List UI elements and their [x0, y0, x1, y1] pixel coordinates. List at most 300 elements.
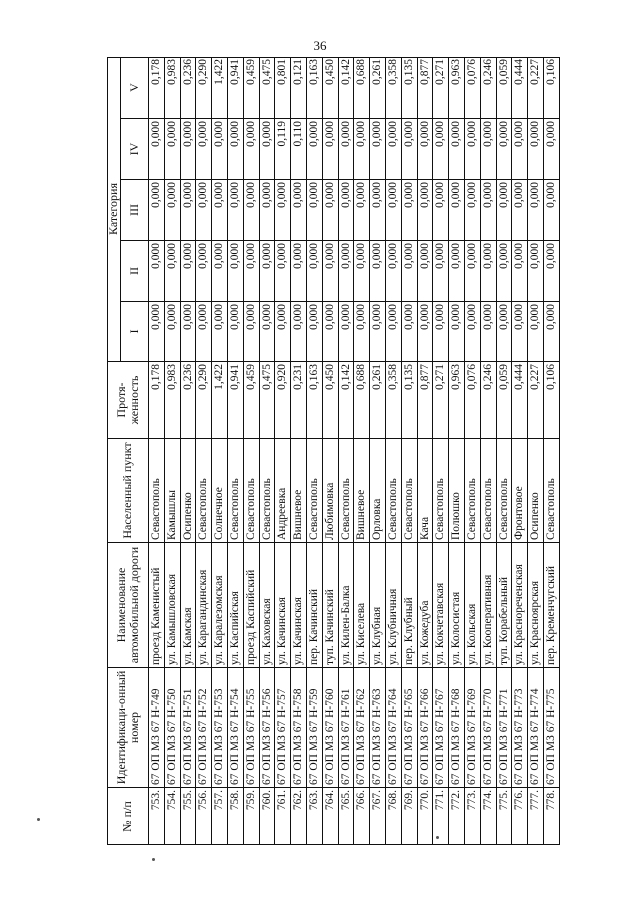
cell-cat-4: 0,000 [149, 118, 164, 179]
cell-locality: Севастополь [465, 438, 480, 542]
cell-id: 67 ОП МЗ 67 Н-773 [512, 667, 527, 787]
cell-road-name: ул. Красноярская [528, 542, 543, 667]
cell-num: 768. [386, 787, 401, 845]
header-locality: Населенный пункт [107, 438, 149, 542]
cell-id: 67 ОП МЗ 67 Н-750 [165, 667, 180, 787]
cell-length: 0,163 [307, 361, 322, 438]
cell-cat-4: 0,000 [465, 118, 480, 179]
cell-locality: Севастополь [149, 438, 164, 542]
cell-cat-2: 0,000 [433, 240, 448, 301]
cell-cat-4: 0,000 [418, 118, 433, 179]
cell-cat-1: 0,000 [307, 301, 322, 361]
cell-id: 67 ОП МЗ 67 Н-755 [244, 667, 259, 787]
cell-cat-5: 0,121 [292, 59, 305, 85]
table-row [165, 57, 181, 845]
cell-cat-5: 0,444 [513, 59, 526, 85]
cell-length: 0,963 [449, 361, 464, 438]
cell-cat-2: 0,000 [165, 240, 180, 301]
cell-id: 67 ОП МЗ 67 Н-761 [339, 667, 354, 787]
cell-cat-1: 0,000 [196, 301, 211, 361]
scan-speck [37, 818, 40, 821]
cell-road-name: ул. Каховская [260, 542, 275, 667]
cell-cat-5: 0,877 [418, 59, 431, 85]
cell-num: 758. [228, 787, 243, 845]
cell-locality: Солнечное [212, 438, 227, 542]
cell-cat-3: 0,000 [418, 179, 433, 240]
cell-cat-1: 0,000 [481, 301, 496, 361]
cell-num: 770. [418, 787, 433, 845]
cell-road-name: ул. Каралезомская [212, 542, 227, 667]
table-row [149, 57, 165, 845]
cell-cat-5: 0,246 [481, 59, 494, 85]
cell-locality: Осипенко [181, 438, 196, 542]
table-row [418, 57, 434, 845]
cell-length: 0,271 [433, 361, 448, 438]
header-id: Идентификаци-онный номер [107, 667, 149, 787]
cell-cat-2: 0,000 [354, 240, 369, 301]
cell-num: 769. [402, 787, 417, 845]
cell-id: 67 ОП МЗ 67 Н-763 [370, 667, 385, 787]
cell-num: 764. [323, 787, 338, 845]
cell-cat-5: 0,059 [497, 59, 510, 85]
cell-road-name: ул. Карагандинская [196, 542, 211, 667]
cell-locality: Севастополь [307, 438, 322, 542]
cell-cat-3: 0,000 [244, 179, 259, 240]
cell-cat-1: 0,000 [165, 301, 180, 361]
cell-cat-2: 0,000 [481, 240, 496, 301]
cell-length: 0,178 [149, 361, 164, 438]
cell-num: 757. [212, 787, 227, 845]
scan-speck [436, 836, 439, 839]
cell-locality: Орловка [370, 438, 385, 542]
cell-id: 67 ОП МЗ 67 Н-769 [465, 667, 480, 787]
cell-cat-1: 0,000 [370, 301, 385, 361]
cell-length: 0,475 [260, 361, 275, 438]
cell-cat-1: 0,000 [386, 301, 401, 361]
cell-cat-1: 0,000 [339, 301, 354, 361]
cell-cat-2: 0,000 [196, 240, 211, 301]
table-row [323, 57, 339, 845]
table-row [307, 57, 323, 845]
header-cat-3: III [121, 179, 149, 240]
cell-cat-5: 0,459 [244, 59, 257, 85]
table-row [339, 57, 355, 845]
cell-cat-3: 0,000 [465, 179, 480, 240]
cell-num: 756. [196, 787, 211, 845]
cell-cat-5: 0,688 [355, 59, 368, 85]
cell-cat-3: 0,000 [228, 179, 243, 240]
cell-id: 67 ОП МЗ 67 Н-765 [402, 667, 417, 787]
cell-cat-1: 0,000 [465, 301, 480, 361]
cell-road-name: ул. Килен-Балка [339, 542, 354, 667]
cell-length: 0,450 [323, 361, 338, 438]
header-category: Категория [107, 57, 121, 361]
cell-num: 774. [481, 787, 496, 845]
cell-locality: Севастополь [260, 438, 275, 542]
cell-cat-3: 0,000 [386, 179, 401, 240]
cell-cat-4: 0,000 [212, 118, 227, 179]
cell-cat-2: 0,000 [449, 240, 464, 301]
cell-id: 67 ОП МЗ 67 Н-775 [544, 667, 560, 787]
table-row [212, 57, 228, 845]
cell-cat-3: 0,000 [497, 179, 512, 240]
cell-cat-5: 0,941 [229, 59, 241, 85]
cell-locality: Севастополь [386, 438, 401, 542]
cell-length: 0,983 [165, 361, 180, 438]
cell-cat-2: 0,000 [212, 240, 227, 301]
cell-cat-2: 0,000 [370, 240, 385, 301]
cell-cat-1: 0,000 [212, 301, 227, 361]
cell-locality: Фронтовое [512, 438, 527, 542]
cell-locality: Севастополь [402, 438, 417, 542]
table-row [386, 57, 402, 845]
cell-cat-2: 0,000 [512, 240, 527, 301]
cell-cat-5: 0,236 [181, 59, 194, 85]
cell-cat-1: 0,000 [449, 301, 464, 361]
cell-length: 0,231 [291, 361, 306, 438]
cell-length: 0,358 [386, 361, 401, 438]
cell-length: 0,290 [196, 361, 211, 438]
cell-cat-5: 0,163 [308, 59, 320, 85]
cell-locality: Севастополь [228, 438, 243, 542]
cell-locality: Вишневое [291, 438, 306, 542]
header-cat-2: II [121, 240, 149, 301]
cell-cat-3: 0,000 [354, 179, 369, 240]
cell-cat-5: 0,475 [260, 59, 273, 85]
cell-cat-2: 0,000 [149, 240, 164, 301]
cell-cat-2: 0,000 [244, 240, 259, 301]
header-cat-5: V [121, 57, 149, 118]
cell-num: 772. [449, 787, 464, 845]
cell-cat-1: 0,000 [228, 301, 243, 361]
cell-cat-5: 0,076 [466, 59, 478, 85]
cell-cat-4: 0,000 [339, 118, 354, 179]
cell-cat-1: 0,000 [244, 301, 259, 361]
table-row [291, 57, 307, 845]
cell-cat-4: 0,000 [449, 118, 464, 179]
cell-locality: Севастополь [196, 438, 211, 542]
cell-length: 0,142 [339, 361, 354, 438]
cell-cat-1: 0,000 [323, 301, 338, 361]
cell-locality: Вишневое [354, 438, 369, 542]
cell-cat-2: 0,000 [544, 240, 560, 301]
cell-cat-1: 0,000 [275, 301, 290, 361]
cell-cat-5: 0,963 [450, 59, 463, 85]
cell-road-name: ул. Качинская [291, 542, 306, 667]
cell-locality: Осипенко [528, 438, 543, 542]
cell-num: 766. [354, 787, 369, 845]
cell-cat-4: 0,000 [402, 118, 417, 179]
cell-locality: Севастополь [433, 438, 448, 542]
cell-cat-1: 0,000 [433, 301, 448, 361]
cell-cat-3: 0,000 [196, 179, 211, 240]
table-row [433, 57, 449, 845]
cell-locality: Полюшко [449, 438, 464, 542]
cell-cat-4: 0,119 [275, 118, 290, 179]
cell-cat-4: 0,000 [354, 118, 369, 179]
cell-cat-4: 0,000 [165, 118, 180, 179]
cell-cat-3: 0,000 [307, 179, 322, 240]
header-length: Протя-женность [107, 361, 149, 438]
cell-cat-2: 0,000 [528, 240, 543, 301]
cell-cat-4: 0,000 [260, 118, 275, 179]
cell-length: 0,459 [244, 361, 259, 438]
cell-length: 0,920 [275, 361, 290, 438]
cell-cat-4: 0,000 [497, 118, 512, 179]
table-row [465, 57, 481, 845]
table-row [275, 57, 291, 845]
cell-num: 773. [465, 787, 480, 845]
header-cat-1: I [121, 301, 149, 361]
cell-cat-4: 0,000 [323, 118, 338, 179]
cell-cat-4: 0,000 [386, 118, 401, 179]
cell-cat-4: 0,000 [544, 118, 560, 179]
cell-cat-5: 0,135 [402, 59, 415, 85]
cell-cat-1: 0,000 [497, 301, 512, 361]
cell-locality: Кача [418, 438, 433, 542]
header-name: Наименование автомобильной дороги [107, 542, 149, 667]
table-row [497, 57, 513, 845]
cell-id: 67 ОП МЗ 67 Н-753 [212, 667, 227, 787]
cell-road-name: пер. Клубный [402, 542, 417, 667]
cell-num: 762. [291, 787, 306, 845]
cell-cat-3: 0,000 [481, 179, 496, 240]
cell-id: 67 ОП МЗ 67 Н-754 [228, 667, 243, 787]
cell-id: 67 ОП МЗ 67 Н-759 [307, 667, 322, 787]
cell-cat-4: 0,000 [512, 118, 527, 179]
cell-cat-1: 0,000 [260, 301, 275, 361]
cell-length: 0,236 [181, 361, 196, 438]
cell-length: 0,059 [497, 361, 512, 438]
cell-locality: Любимовка [323, 438, 338, 542]
cell-cat-4: 0,000 [181, 118, 196, 179]
cell-cat-5: 0,178 [150, 59, 162, 85]
cell-road-name: ул. Кольская [465, 542, 480, 667]
page-number: 36 [313, 38, 327, 53]
cell-id: 67 ОП МЗ 67 Н-770 [481, 667, 496, 787]
cell-locality: Камышлы [165, 438, 180, 542]
cell-num: 776. [512, 787, 527, 845]
table-row [370, 57, 386, 845]
cell-road-name: туп. Корабельный [497, 542, 512, 667]
cell-road-name: ул. Кооперативная [481, 542, 496, 667]
cell-cat-5: 0,983 [165, 59, 178, 85]
cell-road-name: ул. Камская [181, 542, 196, 667]
cell-cat-3: 0,000 [181, 179, 196, 240]
cell-locality: Севастополь [481, 438, 496, 542]
cell-cat-5: 0,290 [197, 59, 210, 85]
cell-locality: Севастополь [339, 438, 354, 542]
cell-num: 763. [307, 787, 322, 845]
cell-cat-1: 0,000 [402, 301, 417, 361]
cell-id: 67 ОП МЗ 67 Н-757 [275, 667, 290, 787]
cell-num: 775. [497, 787, 512, 845]
cell-length: 0,941 [228, 361, 243, 438]
cell-cat-2: 0,000 [418, 240, 433, 301]
cell-locality: Севастополь [497, 438, 512, 542]
cell-num: 778. [544, 787, 560, 845]
cell-id: 67 ОП МЗ 67 Н-771 [497, 667, 512, 787]
cell-cat-1: 0,000 [418, 301, 433, 361]
cell-num: 761. [275, 787, 290, 845]
cell-cat-3: 0,000 [433, 179, 448, 240]
cell-length: 0,106 [544, 361, 560, 438]
cell-cat-3: 0,000 [449, 179, 464, 240]
cell-locality: Севастополь [544, 438, 560, 542]
cell-locality: Андреевка [275, 438, 290, 542]
cell-cat-4: 0,110 [291, 118, 306, 179]
cell-cat-4: 0,000 [528, 118, 543, 179]
cell-road-name: ул. Каспийская [228, 542, 243, 667]
cell-road-name: ул. Кожедуба [418, 542, 433, 667]
cell-id: 67 ОП МЗ 67 Н-752 [196, 667, 211, 787]
cell-cat-5: 0,358 [387, 59, 399, 85]
cell-road-name: проезд Каспийский [244, 542, 259, 667]
scan-speck [152, 858, 155, 861]
cell-cat-4: 0,000 [244, 118, 259, 179]
cell-cat-2: 0,000 [228, 240, 243, 301]
cell-cat-1: 0,000 [181, 301, 196, 361]
cell-num: 759. [244, 787, 259, 845]
cell-length: 0,688 [354, 361, 369, 438]
cell-cat-2: 0,000 [402, 240, 417, 301]
cell-cat-3: 0,000 [291, 179, 306, 240]
cell-length: 0,076 [465, 361, 480, 438]
header-num: № п/п [107, 787, 149, 845]
cell-cat-5: 0,261 [371, 59, 384, 85]
cell-road-name: ул. Клубничная [386, 542, 401, 667]
cell-road-name: ул. Качинская [275, 542, 290, 667]
table-row [544, 57, 560, 845]
cell-road-name: пер. Качинский [307, 542, 322, 667]
road-register-table [107, 57, 560, 845]
cell-cat-3: 0,000 [402, 179, 417, 240]
cell-cat-2: 0,000 [323, 240, 338, 301]
cell-cat-2: 0,000 [260, 240, 275, 301]
cell-length: 0,227 [528, 361, 543, 438]
table-row [244, 57, 260, 845]
cell-id: 67 ОП МЗ 67 Н-764 [386, 667, 401, 787]
cell-road-name: ул. Киселева [354, 542, 369, 667]
cell-length: 1,422 [212, 361, 227, 438]
cell-cat-3: 0,000 [512, 179, 527, 240]
cell-cat-5: 0,801 [276, 59, 289, 85]
table-row [402, 57, 418, 845]
cell-id: 67 ОП МЗ 67 Н-749 [149, 667, 164, 787]
cell-road-name: ул. Камышловская [165, 542, 180, 667]
cell-num: 755. [181, 787, 196, 845]
header-cat-4: IV [121, 118, 149, 179]
cell-cat-3: 0,000 [370, 179, 385, 240]
cell-cat-1: 0,000 [512, 301, 527, 361]
cell-id: 67 ОП МЗ 67 Н-751 [181, 667, 196, 787]
cell-num: 760. [260, 787, 275, 845]
cell-id: 67 ОП МЗ 67 Н-762 [354, 667, 369, 787]
cell-road-name: пер. Кременчугский [544, 542, 560, 667]
cell-cat-2: 0,000 [275, 240, 290, 301]
cell-length: 0,135 [402, 361, 417, 438]
cell-road-name: ул. Кокчетавская [433, 542, 448, 667]
cell-cat-1: 0,000 [528, 301, 543, 361]
cell-cat-3: 0,000 [149, 179, 164, 240]
cell-cat-3: 0,000 [260, 179, 275, 240]
cell-id: 67 ОП МЗ 67 Н-767 [433, 667, 448, 787]
cell-cat-2: 0,000 [386, 240, 401, 301]
cell-id: 67 ОП МЗ 67 Н-760 [323, 667, 338, 787]
cell-cat-5: 0,227 [529, 59, 542, 85]
cell-cat-3: 0,000 [275, 179, 290, 240]
cell-id: 67 ОП МЗ 67 Н-774 [528, 667, 543, 787]
cell-num: 754. [165, 787, 180, 845]
road-register-table-rotated [107, 57, 560, 845]
cell-cat-2: 0,000 [291, 240, 306, 301]
table-row [260, 57, 276, 845]
cell-cat-5: 0,106 [545, 59, 557, 85]
cell-num: 777. [528, 787, 543, 845]
cell-road-name: ул. Клубная [370, 542, 385, 667]
cell-road-name: туп. Качинский [323, 542, 338, 667]
cell-cat-3: 0,000 [544, 179, 560, 240]
cell-cat-2: 0,000 [181, 240, 196, 301]
table-row [481, 57, 497, 845]
table-row [228, 57, 244, 845]
table-row [449, 57, 465, 845]
cell-cat-3: 0,000 [212, 179, 227, 240]
cell-cat-4: 0,000 [307, 118, 322, 179]
cell-cat-2: 0,000 [339, 240, 354, 301]
cell-id: 67 ОП МЗ 67 Н-758 [291, 667, 306, 787]
table-row [181, 57, 197, 845]
cell-cat-3: 0,000 [528, 179, 543, 240]
cell-road-name: проезд Каменистый [149, 542, 164, 667]
cell-cat-3: 0,000 [323, 179, 338, 240]
cell-cat-2: 0,000 [497, 240, 512, 301]
cell-cat-5: 0,271 [434, 59, 447, 85]
cell-cat-4: 0,000 [481, 118, 496, 179]
cell-cat-5: 0,142 [339, 59, 352, 85]
cell-cat-2: 0,000 [307, 240, 322, 301]
cell-id: 67 ОП МЗ 67 Н-766 [418, 667, 433, 787]
cell-cat-3: 0,000 [339, 179, 354, 240]
cell-cat-5: 1,422 [213, 59, 226, 85]
cell-locality: Севастополь [244, 438, 259, 542]
cell-cat-1: 0,000 [291, 301, 306, 361]
cell-num: 771. [433, 787, 448, 845]
table-row [528, 57, 544, 845]
cell-cat-1: 0,000 [354, 301, 369, 361]
cell-id: 67 ОП МЗ 67 Н-756 [260, 667, 275, 787]
cell-cat-4: 0,000 [370, 118, 385, 179]
cell-road-name: ул. Колосистая [449, 542, 464, 667]
cell-cat-4: 0,000 [433, 118, 448, 179]
cell-cat-1: 0,000 [544, 301, 560, 361]
cell-num: 767. [370, 787, 385, 845]
cell-num: 753. [149, 787, 164, 845]
cell-cat-4: 0,000 [196, 118, 211, 179]
cell-length: 0,246 [481, 361, 496, 438]
table-row [354, 57, 370, 845]
cell-length: 0,877 [418, 361, 433, 438]
cell-cat-5: 0,450 [323, 59, 336, 85]
cell-cat-1: 0,000 [149, 301, 164, 361]
cell-length: 0,261 [370, 361, 385, 438]
table-row [512, 57, 528, 845]
cell-cat-2: 0,000 [465, 240, 480, 301]
cell-cat-4: 0,000 [228, 118, 243, 179]
cell-num: 765. [339, 787, 354, 845]
cell-road-name: ул. Краснореченская [512, 542, 527, 667]
cell-length: 0,444 [512, 361, 527, 438]
